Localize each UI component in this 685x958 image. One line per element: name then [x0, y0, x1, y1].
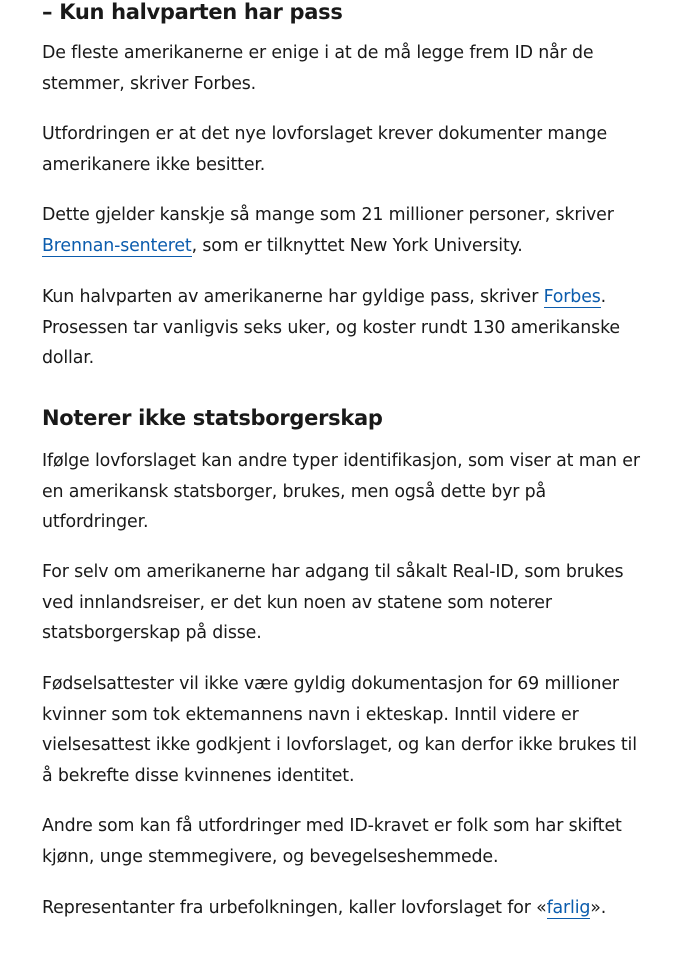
paragraph-other-groups: Andre som kan få utfordringer med ID-kravet er folk som har skiftet kjønn, unge stemmegivere, og bevegelseshemmede. [42, 816, 622, 867]
paragraph-21-million [42, 200, 642, 261]
p9-text-before: Representanter fra urbefolkningen, kaller lovforslaget for « [42, 898, 547, 918]
farlig-link[interactable]: farlig [546, 898, 591, 918]
paragraph-other-id-types: Ifølge lovforslaget kan andre typer identifikasjon, som viser at man er en amerikansk statsborger, brukes, men også dette byr på utfordringer. [42, 451, 640, 532]
p9-text-after: ». [590, 898, 607, 918]
p3-text-before: Dette gjelder kanskje så mange som 21 millioner personer, skriver [42, 205, 614, 225]
paragraph-indigenous [42, 893, 642, 924]
section-heading-passports: – Kun halvparten har pass [42, 0, 343, 24]
paragraph-documents-challenge: Utfordringen er at det nye lovforslaget krever dokumenter mange amerikanere ikke besitter. [42, 124, 608, 175]
p4-text-before: Kun halvparten av amerikanerne har gyldige pass, skriver [42, 287, 544, 307]
paragraph-real-id: For selv om amerikanerne har adgang til såkalt Real-ID, som brukes ved innlandsreiser, er det kun noen av statene som noterer statsborgerskap på disse. [42, 562, 624, 643]
section-heading-citizenship: Noterer ikke statsborgerskap [42, 406, 383, 430]
paragraph-birth-certificates: Fødselsattester vil ikke være gyldig dokumentasjon for 69 millioner kvinner som tok ektemannens navn i ekteskap. Inntil videre er vielsesattest ikke godkjent i lovforslaget, og kan derfor ikke brukes til å bekrefte disse kvinnenes identitet. [42, 674, 637, 786]
brennan-center-link[interactable]: Brennan-senteret [42, 235, 192, 256]
p3-text-after: , som er tilknyttet New York University. [191, 235, 523, 256]
forbes-link[interactable]: Forbes [543, 287, 601, 307]
paragraph-id-agreement: De fleste amerikanerne er enige i at de må legge frem ID når de stemmer, skriver Forbes. [42, 43, 594, 94]
p4-text-after: . Prosessen tar vanligvis seks uker, og koster rundt 130 amerikanske dollar. [42, 287, 620, 368]
paragraph-passport-half [42, 282, 642, 374]
